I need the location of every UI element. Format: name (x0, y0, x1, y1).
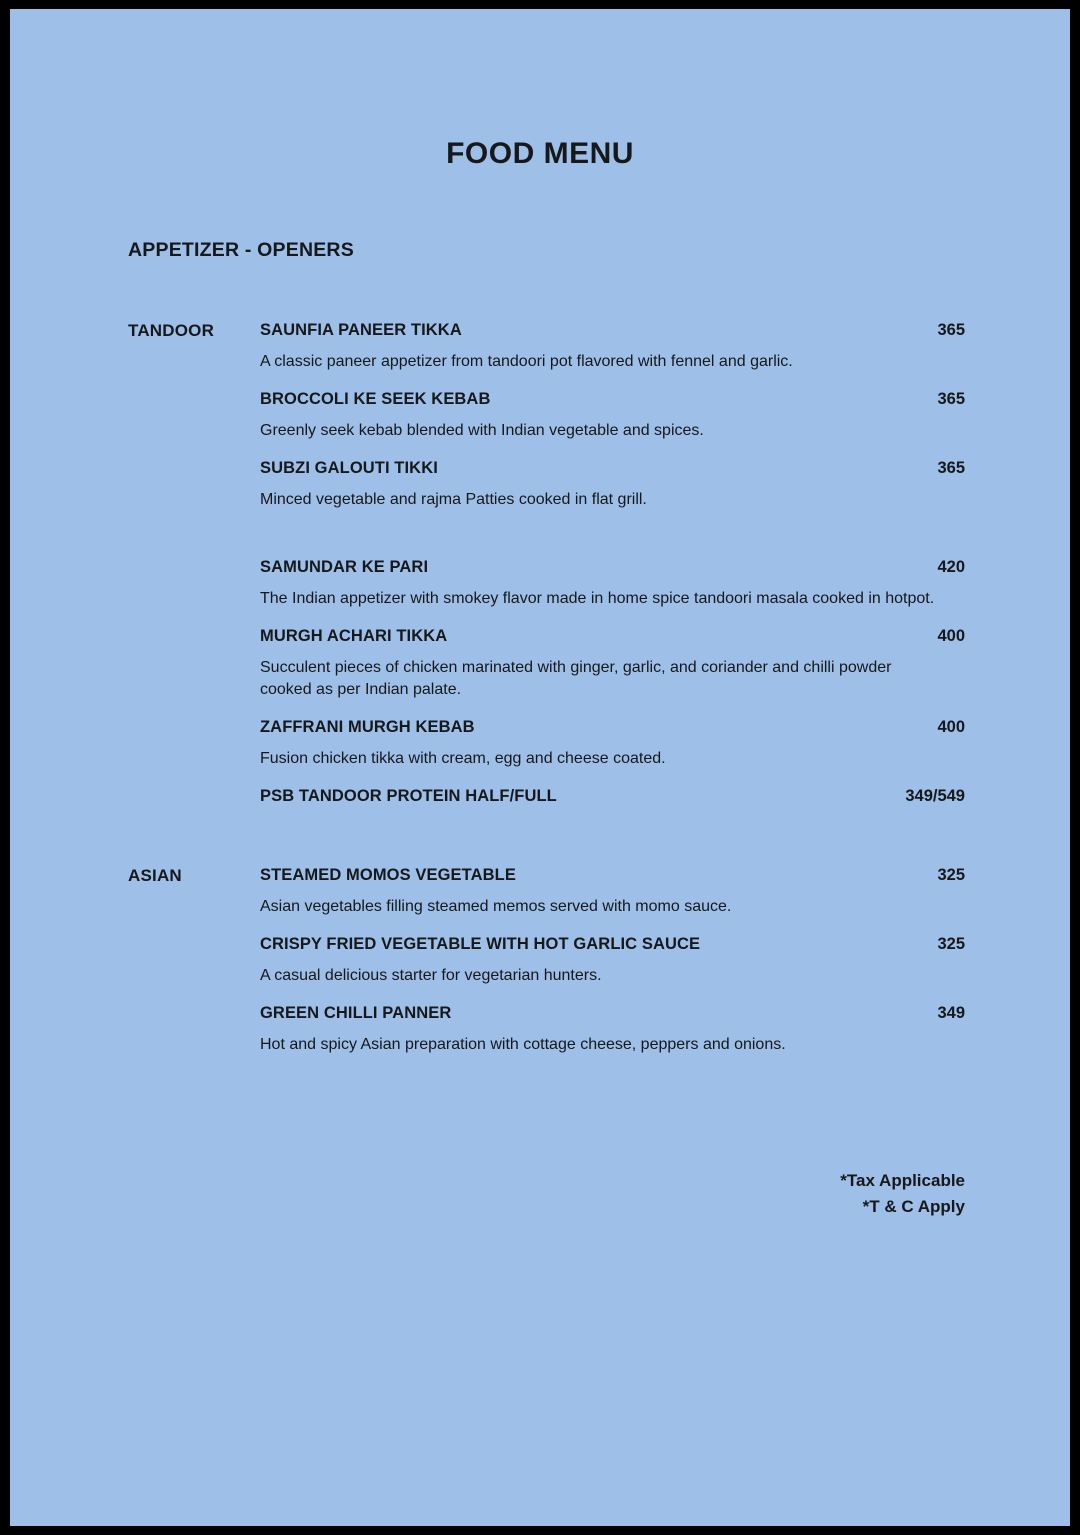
menu-item-price: 365 (937, 390, 965, 409)
menu-item-row (260, 1004, 965, 1023)
menu-item (260, 866, 965, 917)
menu-item-name: ZAFFRANI MURGH KEBAB (260, 717, 475, 736)
menu-item-row (260, 787, 965, 806)
terms-note: *T & C Apply (862, 1197, 965, 1217)
menu-item-price: 400 (937, 717, 965, 736)
page-title: FOOD MENU (446, 137, 634, 170)
footer-notes (10, 1168, 965, 1221)
menu-item-name: PSB TANDOOR PROTEIN HALF/FULL (260, 786, 557, 805)
menu-item-name: STEAMED MOMOS VEGETABLE (260, 865, 516, 884)
group-items-tandoor (260, 321, 965, 806)
menu-page (10, 9, 1070, 1526)
menu-item (260, 787, 965, 806)
menu-item (260, 558, 965, 609)
menu-item-name: BROCCOLI KE SEEK KEBAB (260, 390, 491, 409)
menu-item-description: Fusion chicken tikka with cream, egg and cheese coated. (260, 749, 666, 767)
menu-item-row (260, 459, 965, 478)
menu-item-row (260, 627, 965, 646)
group-label-asian: ASIAN (128, 865, 182, 885)
menu-item (260, 718, 965, 769)
menu-item-description: Hot and spicy Asian preparation with cottage cheese, peppers and onions. (260, 1035, 786, 1053)
menu-item-row (260, 558, 965, 577)
menu-item-price: 400 (937, 627, 965, 646)
menu-item-description: The Indian appetizer with smokey flavor made in home spice tandoori masala cooked in hotpot. (260, 590, 935, 608)
menu-item-row (260, 718, 965, 737)
menu-item-price: 349 (937, 1003, 965, 1022)
menu-item-description: Asian vegetables filling steamed memos served with momo sauce. (260, 897, 732, 915)
menu-item-row (260, 390, 965, 409)
menu-item-name: GREEN CHILLI PANNER (260, 1003, 452, 1022)
menu-item-name: SAMUNDAR KE PARI (260, 558, 429, 577)
menu-item-description: A casual delicious starter for vegetarian hunters. (260, 966, 602, 984)
menu-item-name: SUBZI GALOUTI TIKKI (260, 459, 438, 478)
menu-item-price: 365 (937, 321, 965, 339)
menu-item (260, 627, 965, 699)
group-label-tandoor: TANDOOR (128, 321, 215, 340)
menu-item (260, 1004, 965, 1055)
menu-item-price: 365 (937, 459, 965, 478)
menu-item-name: CRISPY FRIED VEGETABLE WITH HOT GARLIC SAUCE (260, 934, 701, 953)
menu-item (260, 321, 965, 372)
menu-item-name: SAUNFIA PANEER TIKKA (260, 321, 462, 339)
menu-item-name: MURGH ACHARI TIKKA (260, 627, 448, 646)
menu-item-row (260, 935, 965, 954)
menu-item (260, 390, 965, 441)
group-items-asian (260, 866, 965, 1055)
menu-item-row (260, 321, 965, 340)
tax-note: *Tax Applicable (840, 1171, 965, 1191)
menu-item-description: Minced vegetable and rajma Patties cooked in flat grill. (260, 491, 647, 509)
menu-group-asian (128, 866, 965, 1055)
menu-item-description: A classic paneer appetizer from tandoori pot flavored with fennel and garlic. (260, 353, 793, 370)
menu-item-description: Greenly seek kebab blended with Indian vegetable and spices. (260, 422, 704, 440)
menu-group-tandoor (128, 321, 965, 806)
section-heading-appetizer: APPETIZER - OPENERS (128, 239, 354, 261)
menu-item-price: 325 (937, 934, 965, 953)
menu-item (260, 459, 965, 510)
menu-item-price: 325 (937, 865, 965, 884)
menu-item-row (260, 866, 965, 885)
menu-item-price: 349/549 (905, 786, 965, 805)
menu-item-price: 420 (937, 558, 965, 577)
menu-item (260, 935, 965, 986)
menu-item-description: Succulent pieces of chicken marinated with ginger, garlic, and coriander and chilli powder cooked as per Indian palate. (260, 659, 892, 698)
